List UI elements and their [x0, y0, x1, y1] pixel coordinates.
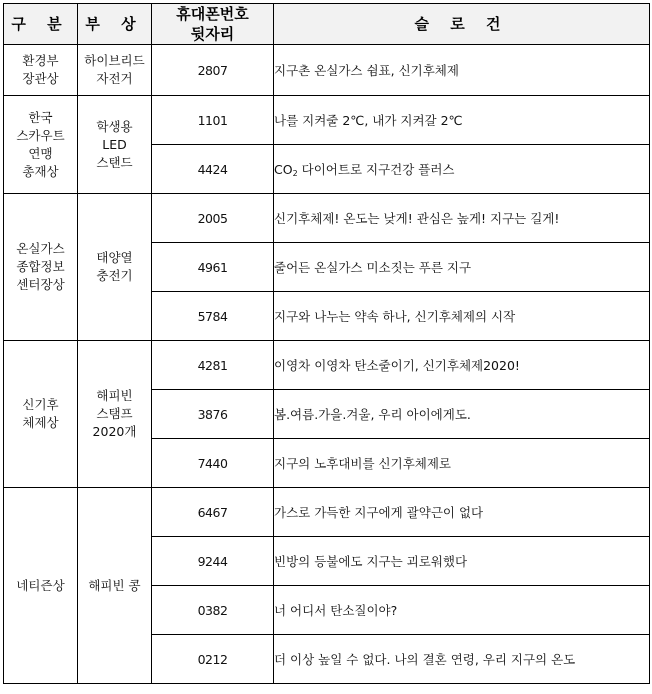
header-phone-line1: 휴대폰번호 — [176, 5, 249, 23]
prize-cell: 해피빈 스탬프 2020개 — [78, 341, 152, 488]
prize-cell: 하이브리드 자전거 — [78, 45, 152, 96]
phone-cell: 1101 — [152, 96, 274, 145]
slogan-cell: 너 어디서 탄소질이야? — [274, 586, 650, 635]
table-row — [4, 45, 650, 96]
award-slogan-table — [3, 3, 650, 684]
phone-cell: 2005 — [152, 194, 274, 243]
header-prize: 부 상 — [78, 4, 152, 45]
slogan-cell: 나를 지켜줄 2℃, 내가 지켜갈 2℃ — [274, 96, 650, 145]
slogan-cell: 봄.여름.가을.겨울, 우리 아이에게도. — [274, 390, 650, 439]
slogan-cell: 지구촌 온실가스 쉼표, 신기후체제 — [274, 45, 650, 96]
prize-cell: 태양열 충전기 — [78, 194, 152, 341]
slogan-cell: 가스로 가득한 지구에게 괄약근이 없다 — [274, 488, 650, 537]
slogan-cell: 이영차 이영차 탄소줄이기, 신기후체제2020! — [274, 341, 650, 390]
header-category: 구 분 — [4, 4, 78, 45]
category-cell: 환경부 장관상 — [4, 45, 78, 96]
phone-cell: 7440 — [152, 439, 274, 488]
phone-cell: 2807 — [152, 45, 274, 96]
phone-cell: 4281 — [152, 341, 274, 390]
header-phone-line2: 뒷자리 — [190, 25, 235, 43]
header-slogan: 슬 로 건 — [274, 4, 650, 45]
header-row — [4, 4, 650, 45]
phone-cell: 3876 — [152, 390, 274, 439]
table-row — [4, 488, 650, 537]
phone-cell: 0382 — [152, 586, 274, 635]
category-cell: 신기후 체제상 — [4, 341, 78, 488]
phone-cell: 5784 — [152, 292, 274, 341]
phone-cell: 9244 — [152, 537, 274, 586]
prize-cell: 학생용 LED 스탠드 — [78, 96, 152, 194]
slogan-cell: 빈방의 등불에도 지구는 괴로워했다 — [274, 537, 650, 586]
slogan-cell: 지구의 노후대비를 신기후체제로 — [274, 439, 650, 488]
category-cell: 네티즌상 — [4, 488, 78, 684]
header-phone — [152, 4, 274, 45]
slogan-cell: 더 이상 높일 수 없다. 나의 결혼 연령, 우리 지구의 온도 — [274, 635, 650, 684]
prize-cell: 해피빈 콩 — [78, 488, 152, 684]
table-row — [4, 194, 650, 243]
slogan-cell: 신기후체제! 온도는 낮게! 관심은 높게! 지구는 길게! — [274, 194, 650, 243]
slogan-cell: $CO_2$ 다이어트로 지구건강 플러스 — [274, 145, 650, 194]
slogan-cell: 줄어든 온실가스 미소짓는 푸른 지구 — [274, 243, 650, 292]
phone-cell: 4424 — [152, 145, 274, 194]
phone-cell: 6467 — [152, 488, 274, 537]
table-row — [4, 341, 650, 390]
table-row — [4, 96, 650, 145]
phone-cell: 4961 — [152, 243, 274, 292]
category-cell: 온실가스 종합정보 센터장상 — [4, 194, 78, 341]
slogan-cell: 지구와 나누는 약속 하나, 신기후체제의 시작 — [274, 292, 650, 341]
phone-cell: 0212 — [152, 635, 274, 684]
category-cell: 한국 스카우트 연맹 총재상 — [4, 96, 78, 194]
